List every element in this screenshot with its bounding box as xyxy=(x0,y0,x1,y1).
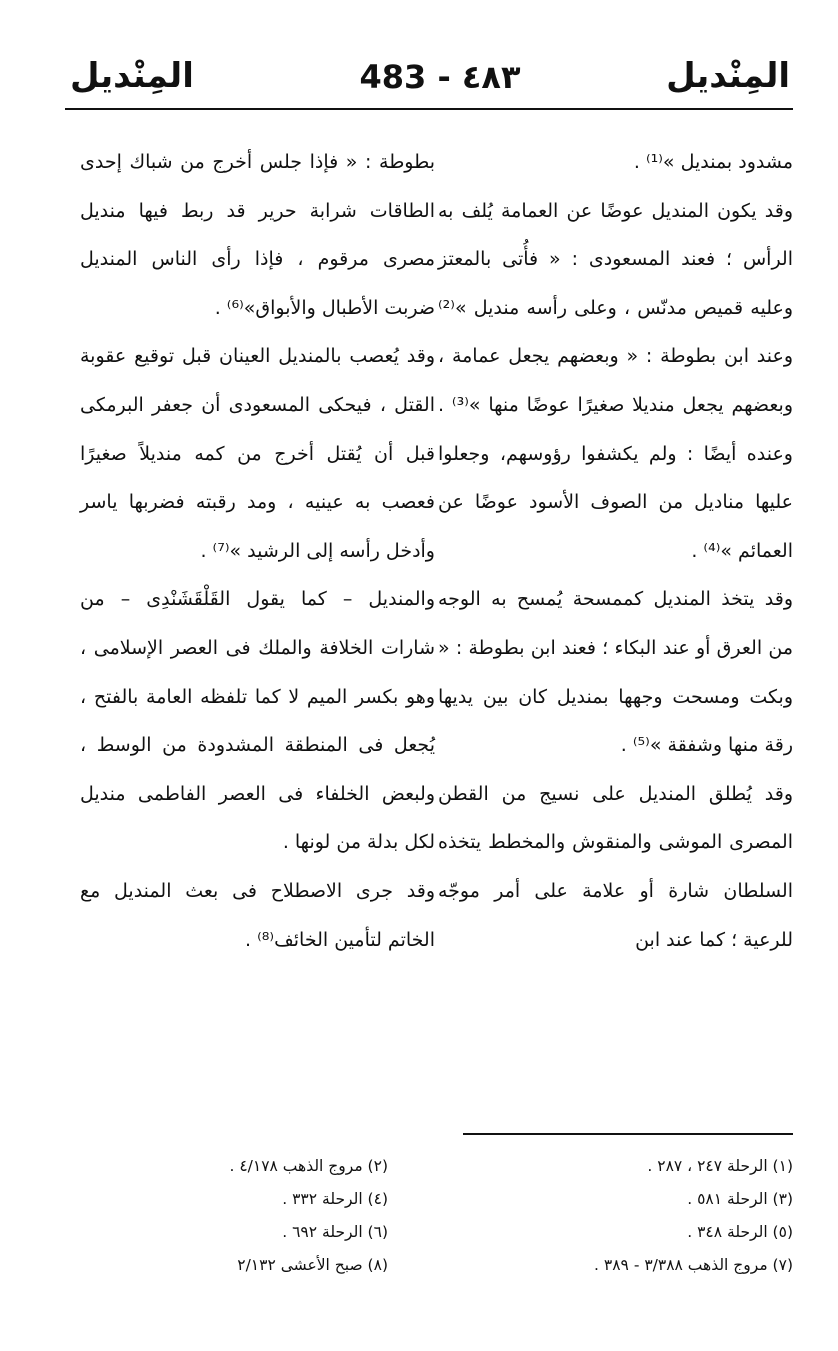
footnote: (٦) الرحلة ٦٩٢ . xyxy=(282,1223,388,1241)
footnote: (٥) الرحلة ٣٤٨ . xyxy=(687,1223,793,1241)
footnote: (١) الرحلة ٢٤٧ ، ٢٨٧ . xyxy=(647,1157,793,1175)
footnote: (٧) مروج الذهب ٣/٣٨٨ - ٣٨٩ . xyxy=(594,1256,793,1274)
page-number: 483 - ٤٨٣ xyxy=(359,58,521,96)
paragraph: مشدود بمنديل »⁽¹⁾ . xyxy=(633,151,793,173)
paragraph: وقد يُطلق المنديل على نسيج من القطن المصرى الموشى والمنقوش والمخطط يتخذه السلطان شارة أو علامة على أمر موجّه للرعية ؛ كما عند ابن xyxy=(438,782,793,951)
paragraph: وقد جرى الاصطلاح فى بعث المنديل مع الخاتم لتأمين الخائف⁽⁸⁾ . xyxy=(80,879,435,951)
footnote: (٢) مروج الذهب ٤/١٧٨ . xyxy=(229,1157,388,1175)
paragraph: وقد يُعصب بالمنديل العينان قبل توقيع عقوبة القتل ، فيحكى المسعودى أن جعفر البرمكى قبل أن يُقتل أخرج من كمه منديلاً صغيرًا فعصب به عينيه ، ومد رقبته فضربها ياسر وأدخل رأسه إلى الرشيد »⁽⁷⁾ . xyxy=(80,345,435,562)
running-title-right: المِنْديل xyxy=(666,56,790,96)
footnote: (٤) الرحلة ٣٣٢ . xyxy=(282,1190,388,1208)
page-header xyxy=(70,48,790,108)
footnote: (٣) الرحلة ٥٨١ . xyxy=(687,1190,793,1208)
running-title-left: المِنْديل xyxy=(70,56,194,96)
paragraph: بطوطة : « فإذا جلس أخرج من شباك إحدى الطاقات شرابة حرير قد ربط فيها منديل مصرى مرقوم ، فإذا رأى الناس المنديل ضربت الأطبال والأبواق»⁽⁶⁾ . xyxy=(80,151,435,319)
footnotes-right xyxy=(453,1150,793,1282)
left-column xyxy=(80,138,435,964)
footnote-rule xyxy=(463,1133,793,1135)
paragraph: وقد يتخذ المنديل كممسحة يُمسح به الوجه من العرق أو عند البكاء ؛ فعند ابن بطوطة : « وبكت ومسحت وجهها بمنديل كان بين يديها رقة منها وشفقة »⁽⁵⁾ . xyxy=(438,588,793,757)
paragraph: وقد يكون المنديل عوضًا عن العمامة يُلف به الرأس ؛ فعند المسعودى : « فأُتى بالمعتز وعليه قميص مدنّس ، وعلى رأسه منديل »⁽²⁾ وعند ابن بطوطة : « وبعضهم يجعل عمامة ، وبعضهم يجعل منديلا صغيرًا عوضًا منها »⁽³⁾ . وعنده أيضًا : ولم يكشفوا رؤوسهم، وجعلوا عليها مناديل من الصوف الأسود عوضًا عن العمائم »⁽⁴⁾ . xyxy=(438,199,794,562)
footnotes-left xyxy=(58,1150,388,1282)
paragraph: والمنديل – كما يقول القَلْقَشَنْدِى – من شارات الخلافة والملك فى العصر الإسلامى ، وهو بكسر الميم لا كما تلفظه العامة بالفتح ، يُجعل فى المنطقة المشدودة من الوسط ، ولبعض الخلفاء فى العصر الفاطمى منديل لكل بدلة من لونها . xyxy=(80,588,435,854)
right-column xyxy=(438,138,793,964)
footnote: (٨) صبح الأعشى ٢/١٣٢ xyxy=(237,1256,388,1274)
header-rule xyxy=(65,108,793,110)
